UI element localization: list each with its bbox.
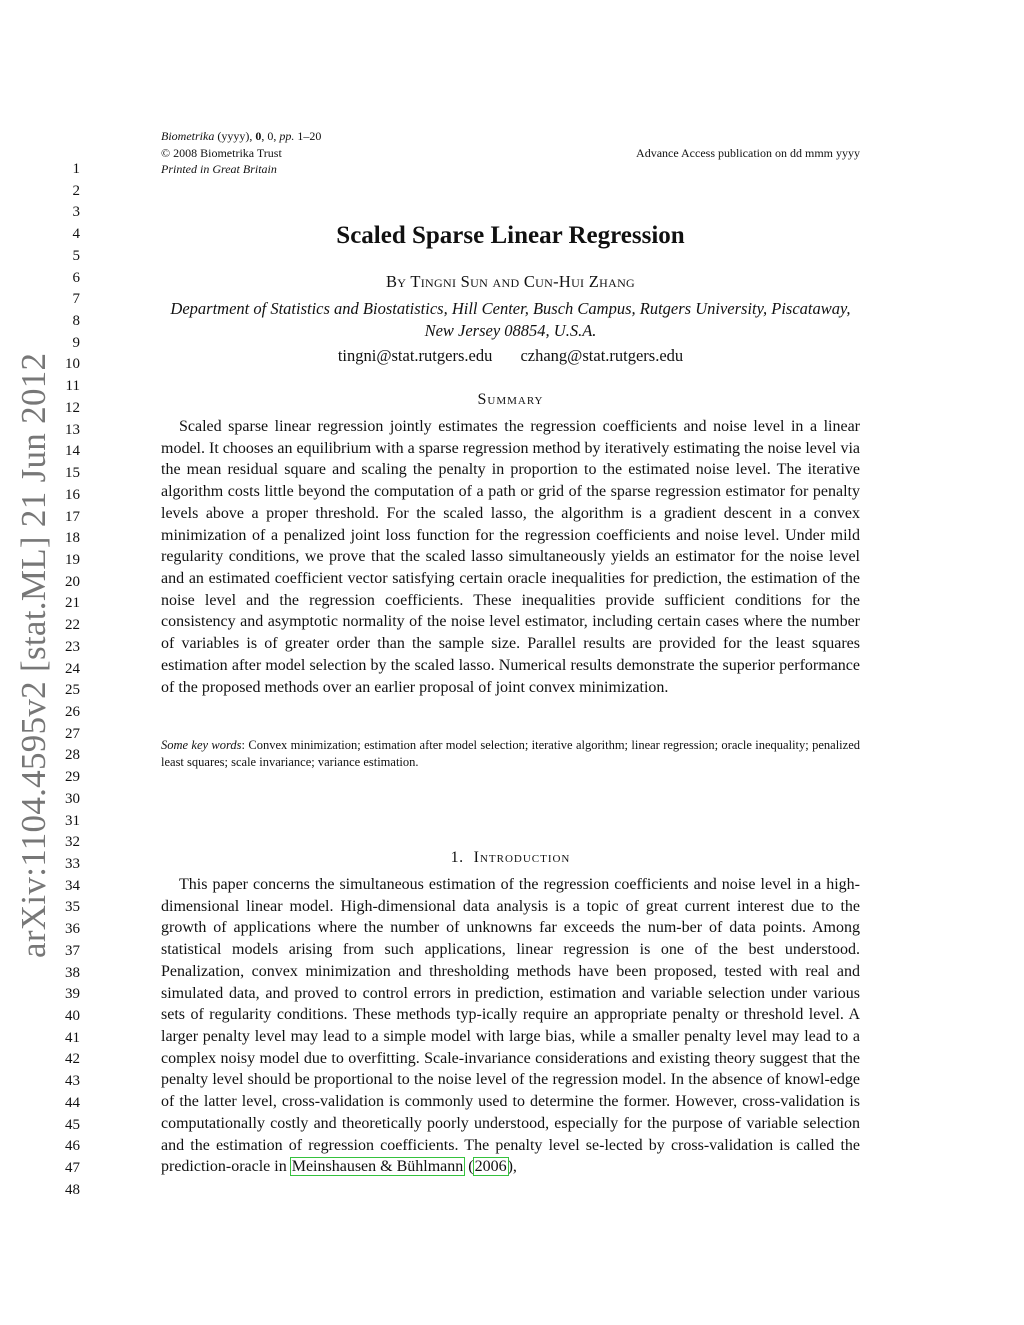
line-number: 22 [65, 617, 80, 634]
line-number: 9 [72, 334, 80, 351]
line-number: 28 [65, 747, 80, 764]
citation-close-paren: ), [507, 1158, 517, 1176]
line-number: 14 [65, 443, 80, 460]
summary-paragraph: Scaled sparse linear regression jointly estimates the regression coefficients and noise level in a linear model. It chooses an equilibrium with a sparse regression method by iteratively estimating the noise level via the mean residual square and scaling the penalty in proportion to the estimated noise level. The iterative algorithm costs little beyond the computation of a path or grid of the sparse regression estimator for penalty levels above a proper threshold. For the scaled lasso, the algorithm is a gradient descent in a convex minimization of a penalized joint loss function for the regression coefficients and noise level. Under mild regularity conditions, we prove that the scaled lasso simultaneously yields an estimator for the noise level and an estimated coefficient vector satisfying certain oracle inequalities for prediction, the estimation of the noise level and the regression coefficients. These inequalities provide sufficient conditions for the consistency and asymptotic normality of the noise level estimator, including certain cases where the number of variables is of greater order than the sample size. Parallel results are provided for the least squares estimation after model selection by the scaled lasso. Numerical results demonstrate the superior performance of the proposed methods over an earlier proposal of joint convex minimization. [161, 418, 860, 696]
journal-year: (yyyy), [214, 129, 256, 143]
line-number: 23 [65, 638, 80, 655]
line-number: 34 [65, 877, 80, 894]
line-number: 43 [65, 1073, 80, 1090]
line-number: 18 [65, 530, 80, 547]
pages-label: pp. [279, 129, 295, 143]
line-number: 38 [65, 964, 80, 981]
line-number: 5 [72, 247, 80, 264]
line-number: 45 [65, 1116, 80, 1133]
line-number: 11 [65, 378, 80, 395]
journal-volume: 0 [255, 129, 262, 143]
citation-link-authors[interactable]: Meinshausen & Bühlmann [291, 1158, 464, 1176]
keywords-label: Some key words [161, 738, 242, 752]
line-number: 26 [65, 703, 80, 720]
line-number: 6 [72, 269, 80, 286]
line-number: 7 [72, 291, 80, 308]
arxiv-identifier-stamp: arXiv:1104.4595v2 [stat.ML] 21 Jun 2012 [14, 352, 53, 958]
line-number: 42 [65, 1051, 80, 1068]
line-number: 46 [65, 1138, 80, 1155]
keywords [161, 737, 860, 771]
line-number: 19 [65, 551, 80, 568]
line-number: 21 [65, 595, 80, 612]
introduction-paragraph [161, 874, 860, 1178]
line-number: 33 [65, 856, 80, 872]
author-emails [161, 345, 860, 367]
printed-line: Printed in Great Britain [161, 162, 277, 176]
line-number: 35 [65, 899, 80, 916]
journal-header [161, 128, 321, 178]
line-number: 48 [65, 1181, 80, 1198]
line-number: 32 [65, 834, 80, 851]
line-number: 4 [72, 226, 80, 243]
summary-heading: Summary [477, 391, 544, 408]
journal-issue: , 0, [261, 129, 280, 143]
citation-link-year[interactable]: 2006 [474, 1158, 507, 1176]
author-line: By Tingni Sun and Cun-Hui Zhang [385, 272, 636, 291]
line-number: 39 [65, 986, 80, 1003]
section-number: 1. [450, 849, 464, 866]
line-number: 36 [65, 921, 80, 938]
advance-access-note: Advance Access publication on dd mmm yyyy [636, 146, 860, 160]
line-number: 20 [65, 573, 80, 590]
paper-title: Scaled Sparse Linear Regression [336, 222, 685, 249]
line-number: 37 [65, 942, 80, 959]
copyright-line: © 2008 Biometrika Trust [161, 145, 282, 160]
keywords-list: : Convex minimization; estimation after model selection; iterative algorithm; linear regression; oracle inequality; penalized least squares; scale invariance; variance estimation. [161, 738, 860, 769]
email-zhang[interactable]: czhang@stat.rutgers.edu [520, 346, 684, 365]
citation-open-paren: ( [464, 1158, 474, 1176]
line-number: 44 [65, 1094, 80, 1111]
email-sun[interactable]: tingni@stat.rutgers.edu [337, 346, 493, 365]
line-number: 24 [65, 660, 80, 677]
line-number: 31 [65, 812, 80, 829]
line-number: 10 [65, 356, 80, 373]
line-number: 2 [72, 182, 80, 199]
line-number: 27 [65, 725, 80, 742]
line-number: 29 [65, 769, 80, 786]
line-number: 47 [65, 1160, 80, 1177]
line-number: 40 [65, 1008, 80, 1025]
line-number: 15 [65, 465, 80, 482]
section-title: Introduction [473, 849, 571, 866]
journal-name: Biometrika [161, 129, 215, 143]
journal-citation-line [161, 128, 321, 145]
section-heading-introduction [161, 847, 860, 869]
affiliation: Department of Statistics and Biostatistics, Hill Center, Busch Campus, Rutgers University, Piscataway, New Jersey 08854, U.S.A. [170, 299, 851, 340]
line-number: 25 [65, 682, 80, 699]
line-number: 16 [65, 486, 80, 503]
line-number: 17 [65, 508, 80, 525]
line-number: 13 [65, 421, 80, 438]
line-number: 41 [65, 1029, 80, 1046]
introduction-text: This paper concerns the simultaneous estimation of the regression coefficients and noise level in a high-dimensional linear model. High-dimensional data analysis is a topic of great current interest due to the growth of applications where the number of unknowns far exceeds the num-ber of data points. Among statistical models arising from such applications, linear regression is one of the best understood. Penalization, convex minimization and thresholding methods have been proposed, tested with real and simulated data, and proved to control errors in prediction, estimation and variable selection under various sets of regularity conditions. These methods typ-ically require an appropriate penalty or threshold level. A larger penalty level may lead to a simple model with large bias, while a smaller penalty level may lead to a complex noisy model due to overfitting. Scale-invariance considerations and existing theory suggest that the penalty level should be proportional to the noise level of the regression model. In the absence of knowl-edge of the latter level, cross-validation is commonly used to determine the former. However, cross-validation is computationally costly and theoretically poorly understood, especially for the purpose of variable selection and the estimation of regression coefficients. The penalty level se-lected by cross-validation is called the prediction-oracle in [161, 876, 860, 1176]
line-number: 12 [65, 399, 80, 416]
line-number: 3 [72, 204, 80, 221]
journal-pages: 1–20 [294, 129, 322, 143]
line-number: 1 [72, 161, 80, 177]
line-number: 8 [72, 313, 80, 330]
line-number: 30 [65, 790, 80, 807]
